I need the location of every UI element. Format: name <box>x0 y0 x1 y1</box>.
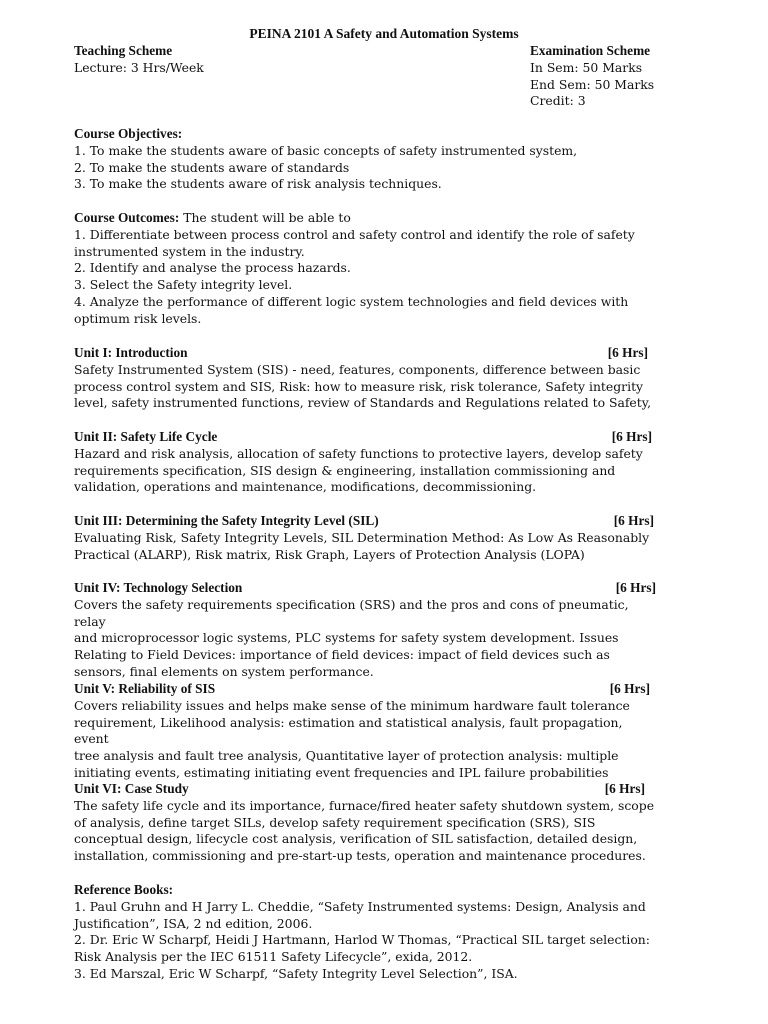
unit-text-line: Covers the safety requirements specification (SRS) and the pros and cons of pneumatic, relay <box>74 596 629 629</box>
scheme-header <box>74 43 674 110</box>
objectives-heading: Course Objectives: <box>74 126 183 141</box>
unit-text-line: process control system and SIS, Risk: how to measure risk, risk tolerance, Safety integrity <box>74 378 644 394</box>
unit-5 <box>74 681 658 782</box>
unit-text-line: conceptual design, lifecycle cost analysis, verification of SIL satisfaction, detailed design, <box>74 831 638 847</box>
unit-hours: [6 Hrs] <box>609 681 650 696</box>
page-title: PEINA 2101 A Safety and Automation Systems <box>249 26 519 41</box>
objective-item: 2. To make the students aware of standards <box>74 159 350 175</box>
examination-scheme-heading: Examination Scheme <box>530 43 651 58</box>
unit-text-line: level, safety instrumented functions, review of Standards and Regulations related to Safety, <box>74 395 652 411</box>
reference-books <box>74 882 658 983</box>
unit-4 <box>74 580 658 681</box>
reference-line: Risk Analysis per the IEC 61511 Safety Lifecycle”, exida, 2012. <box>74 949 473 965</box>
unit-text-line: validation, operations and maintenance, modifications, decommissioning. <box>74 479 537 495</box>
unit-hours: [6 Hrs] <box>611 429 652 444</box>
unit-text-line: Hazard and risk analysis, allocation of safety functions to protective layers, develop safety <box>74 445 643 461</box>
course-objectives <box>74 126 658 193</box>
outcome-line: instrumented system in the industry. <box>74 243 305 259</box>
objective-item: 3. To make the students aware of risk analysis techniques. <box>74 176 442 192</box>
unit-text-line: tree analysis and fault tree analysis, Quantitative layer of protection analysis: multiple <box>74 748 619 764</box>
unit-text-line: of analysis, define target SILs, develop safety requirement specification (SRS), SIS <box>74 814 596 830</box>
outcome-line: 1. Differentiate between process control and safety control and identify the role of safety <box>74 226 635 242</box>
outcome-line: optimum risk levels. <box>74 310 202 326</box>
credit: Credit: 3 <box>530 93 586 109</box>
unit-3 <box>74 513 658 563</box>
outcome-line: 4. Analyze the performance of different logic system technologies and field devices with <box>74 293 629 309</box>
unit-text-line: The safety life cycle and its importance, furnace/fired heater safety shutdown system, scope <box>74 797 655 813</box>
unit-hours: [6 Hrs] <box>613 513 654 528</box>
unit-hours: [6 Hrs] <box>615 580 656 595</box>
unit-text-line: initiating events, estimating initiating event frequencies and IPL failure probabilities <box>74 764 609 780</box>
unit-title: Unit IV: Technology Selection <box>74 580 243 595</box>
unit-text-line: Evaluating Risk, Safety Integrity Levels, SIL Determination Method: As Low As Reasonably <box>74 529 650 545</box>
unit-text-line: and microprocessor logic systems, PLC systems for safety system development. Issues <box>74 630 619 646</box>
reference-line: Justification”, ISA, 2 nd edition, 2006. <box>74 915 313 931</box>
unit-text-line: Relating to Field Devices: importance of field devices: impact of field devices such as <box>74 647 610 663</box>
reference-line: 1. Paul Gruhn and H Jarry L. Cheddie, “Safety Instrumented systems: Design, Analysis and <box>74 898 646 914</box>
references-heading: Reference Books: <box>74 882 174 897</box>
unit-text-line: requirement, Likelihood analysis: estimation and statistical analysis, fault propagation, event <box>74 714 623 747</box>
in-sem-marks: In Sem: 50 Marks <box>530 59 643 75</box>
outcome-line: 2. Identify and analyse the process hazards. <box>74 260 351 276</box>
unit-text-line: Safety Instrumented System (SIS) - need, features, components, difference between basic <box>74 361 641 377</box>
unit-title: Unit III: Determining the Safety Integrity Level (SIL) <box>74 513 379 528</box>
outcomes-heading: Course Outcomes: <box>74 210 180 225</box>
unit-6 <box>74 781 658 865</box>
unit-title: Unit VI: Case Study <box>74 781 189 796</box>
teaching-scheme-heading: Teaching Scheme <box>74 43 173 58</box>
outcomes-intro: The student will be able to <box>179 210 351 225</box>
lecture-hours: Lecture: 3 Hrs/Week <box>74 59 204 75</box>
unit-2 <box>74 429 658 496</box>
course-outcomes <box>74 210 658 328</box>
unit-title: Unit II: Safety Life Cycle <box>74 429 218 444</box>
unit-1 <box>74 345 658 412</box>
unit-text-line: installation, commissioning and pre-start-up tests, operation and maintenance procedures. <box>74 848 646 864</box>
unit-text-line: Covers reliability issues and helps make sense of the minimum hardware fault tolerance <box>74 697 630 713</box>
unit-text-line: Practical (ALARP), Risk matrix, Risk Graph, Layers of Protection Analysis (LOPA) <box>74 546 585 562</box>
unit-title: Unit V: Reliability of SIS <box>74 681 216 696</box>
unit-title: Unit I: Introduction <box>74 345 188 360</box>
objective-item: 1. To make the students aware of basic concepts of safety instrumented system, <box>74 142 578 158</box>
reference-line: 3. Ed Marszal, Eric W Scharpf, “Safety Integrity Level Selection”, ISA. <box>74 965 518 981</box>
unit-text-line: sensors, final elements on system performance. <box>74 663 374 679</box>
unit-hours: [6 Hrs] <box>607 345 648 360</box>
end-sem-marks: End Sem: 50 Marks <box>530 76 655 92</box>
reference-line: 2. Dr. Eric W Scharpf, Heidi J Hartmann, Harlod W Thomas, “Practical SIL target selection: <box>74 932 650 948</box>
outcome-line: 3. Select the Safety integrity level. <box>74 277 293 293</box>
unit-text-line: requirements specification, SIS design & engineering, installation commissioning and <box>74 462 616 478</box>
unit-hours: [6 Hrs] <box>604 781 645 796</box>
